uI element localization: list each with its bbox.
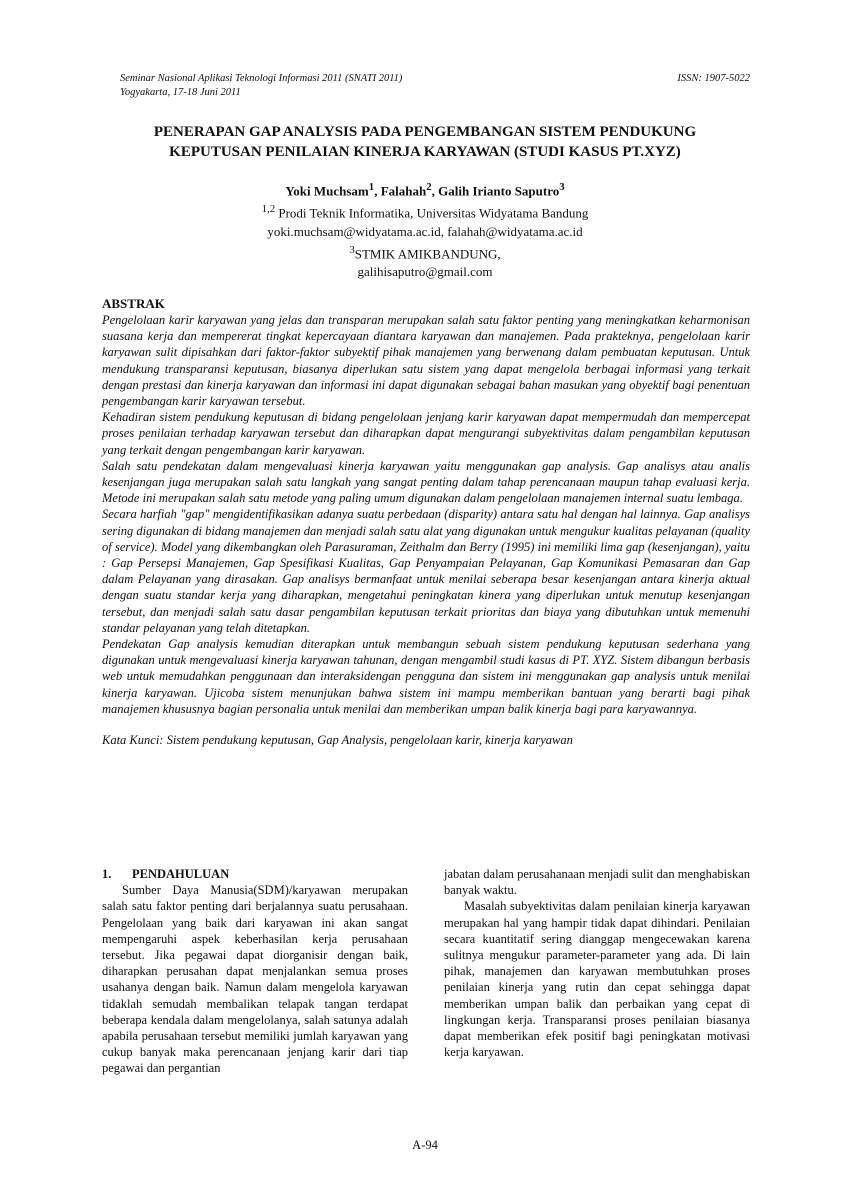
author-block [100, 178, 750, 281]
section-heading [102, 866, 408, 882]
affiliation-2-text: STMIK AMIKBANDUNG, [354, 245, 501, 261]
issn: ISSN: 1907-5022 [677, 73, 750, 84]
running-header [120, 72, 750, 100]
abstract-paragraph: Salah satu pendekatan dalam mengevaluasi kinerja karyawan yaitu menggunakan gap analysis. Gap analisys atau analis kesenjangan juga merupakan salah satu langkah yang sangat penting dalam tahap perencanaan maupun tahap evaluasi kerja. Metode ini merupakan salah satu metode yang paling umum digunakan dalam pengelolaan manajemen internal suatu lembaga. [102, 458, 750, 506]
author-2: Falahah [380, 183, 427, 199]
abstract-heading: ABSTRAK [102, 296, 165, 311]
paper-title [100, 122, 750, 162]
affiliation-1 [100, 200, 750, 222]
author-3-sup: 3 [559, 181, 565, 193]
abstract-paragraph: Kehadiran sistem pendukung keputusan di bidang pengelolaan jenjang karir karyawan dapat mempermudah dan mempercepat proses penilaian terhadap karyawan tersebut dan diharapkan dapat mengurangi subyektivitas dalam pengambilan keputusan yang terkait dengan pengembangan karir karyawan. [102, 410, 750, 457]
abstract-section [102, 296, 750, 748]
section-number: 1. [102, 867, 112, 881]
abstract-paragraph: Pengelolaan karir karyawan yang jelas dan transparan merupakan salah satu faktor penting yang meningkatkan keharmonisan suasana kerja dan mempererat tingkat kepercayaan diantara karyawan dan manajemen. Pada prakteknya, pengelolaan karir karyawan sulit dipisahkan dari faktor-faktor subyektif pihak manajemen yang berwenang dalam pembuatan keputusan. Untuk mendukung transparansi keputusan, biasanya diperlukan satu sistem yang dapat mengelola berbagai informasi yang terkait dengan prestasi dan kinerja karyawan dan informasi ini dapat digunakan sebagai bahan masukan yang obyektif bagi penentuan pengembangan karir karyawan tersebut. [102, 313, 750, 409]
body-paragraph: jabatan dalam perusahanaan menjadi sulit dan menghabiskan banyak waktu. [444, 867, 750, 898]
author-1-sup: 1 [368, 181, 375, 193]
email-3: galihisaputro@gmail.com [357, 263, 493, 279]
left-column [102, 866, 408, 1077]
author-separator: , [431, 183, 439, 199]
page-number: A-94 [412, 1138, 438, 1152]
author-1: Yoki Muchsam [285, 183, 369, 199]
affiliation-1-text: Prodi Teknik Informatika, Universitas Widyatama Bandung [275, 205, 589, 221]
right-column [444, 866, 750, 1060]
author-3: Galih Irianto Saputro [438, 183, 560, 199]
author-names [100, 178, 750, 200]
abstract-paragraph: Pendekatan Gap analysis kemudian diterapkan untuk membangun sebuah sistem pendukung keputusan sederhana yang digunakan untuk mengevaluasi kinerja karyawan tahunan, dengan mengambil studi kasus di PT. XYZ. Sistem dibangun berbasis web untuk memudahkan penggunaan dan interaksidengan pengguna dan sistem ini menggunakan gap analysis untuk menilai kinerja karyawan. Ujicoba sistem menunjukan bahwa sistem ini mampu memberikan bantuan yang berarti bagi pihak manajemen khususnya bagian personalia untuk menilai dan memberikan umpan balik kinerja bagi para karyawannya. [102, 637, 750, 716]
abstract-paragraph: Secara harfiah "gap" mengidentifikasikan adanya suatu perbedaan (disparity) antara satu hal dengan hal lainnya. Gap analisys sering digunakan di bidang manajemen dan menjadi salah satu alat yang digunakan untuk mengukur kualitas pelayanan (quality of service). Model yang dikembangkan oleh Parasuraman, Zeithalm dan Berry (1995) ini memiliki lima gap (kesenjangan), yaitu : Gap Persepsi Manajemen, Gap Spesifikasi Kualitas, Gap Penyampaian Pelayanan, Gap Komunikasi Pemasaran dan Gap dalam Pelayanan yang dirasakan. Gap analisys bermanfaat untuk menilai seberapa besar kesenjangan antara kinerja aktual dengan suatu standar kerja yang diharapkan, mengetahui peningkatan kinera yang diperlukan untuk menutup kesenjangan tersebut, dan menjadi salah satu dasar pengambilan keputusan terkait prioritas dan biaya yang dibutuhkan untuk memenuhi standar pelayanan yang telah ditetapkan. [102, 507, 750, 635]
keywords: Kata Kunci: Sistem pendukung keputusan, Gap Analysis, pengelolaan karir, kinerja karyawan [102, 733, 573, 748]
title-line-2: KEPUTUSAN PENILAIAN KINERJA KARYAWAN (STUDI KASUS PT.XYZ) [169, 144, 681, 160]
body-paragraph: Sumber Daya Manusia(SDM)/karyawan merupakan salah satu faktor penting dari berjalannya suatu perusahaan. Pengelolaan yang baik dari karyawan ini akan sangat mempengaruhi aspek keberhasilan kerja perusahaan tersebut. Jika pegawai dapat diorganisir dengan baik, diharapkan perusahan dapat menjalankan semua proses usahanya dengan baik. Namun dalam mengelola karyawan tidaklah semudah membalikan telapak tangan terdapat beberapa kendala dalam mengelolanya, salah satunya adalah apabila perusahaan tersebut memiliki jumlah karyawan yang cukup banyak maka perencanaan jenjang karir dari tiap pegawai dan pergantian [102, 883, 408, 1076]
affiliation-1-sup: 1,2 [261, 203, 276, 216]
author-2-sup: 2 [426, 181, 432, 193]
conference-location-date: Yogyakarta, 17-18 Juni 2011 [120, 87, 241, 98]
conference-name: Seminar Nasional Aplikasi Teknologi Informasi 2011 (SNATI 2011) [120, 73, 403, 84]
body-paragraph: Masalah subyektivitas dalam penilaian kinerja karyawan merupakan hal yang hampir tidak dapat dihindari. Penilaian secara kuantitatif sering dianggap mengecewakan karena sulitnya mengukur parameter-parameter yang ada. Di lain pihak, manajemen dan karyawan membutuhkan proses penilaian kinerja yang rutin dan cepat sehingga dapat memberikan umpan balik dan perbaikan yang cepat di lingkungan kerja. Transparansi proses penilaian biasanya dapat memberikan efek positif bagi peningkatan motivasi kerja karyawan. [444, 899, 750, 1060]
author-separator: , [374, 183, 381, 199]
title-line-1: PENERAPAN GAP ANALYSIS PADA PENGEMBANGAN SISTEM PENDUKUNG [153, 124, 697, 140]
section-title: PENDAHULUAN [132, 867, 230, 881]
emails-1: yoki.muchsam@widyatama.ac.id, falahah@widyatama.ac.id [267, 223, 583, 239]
affiliation-2-sup: 3 [349, 243, 355, 256]
affiliation-2 [100, 241, 750, 263]
